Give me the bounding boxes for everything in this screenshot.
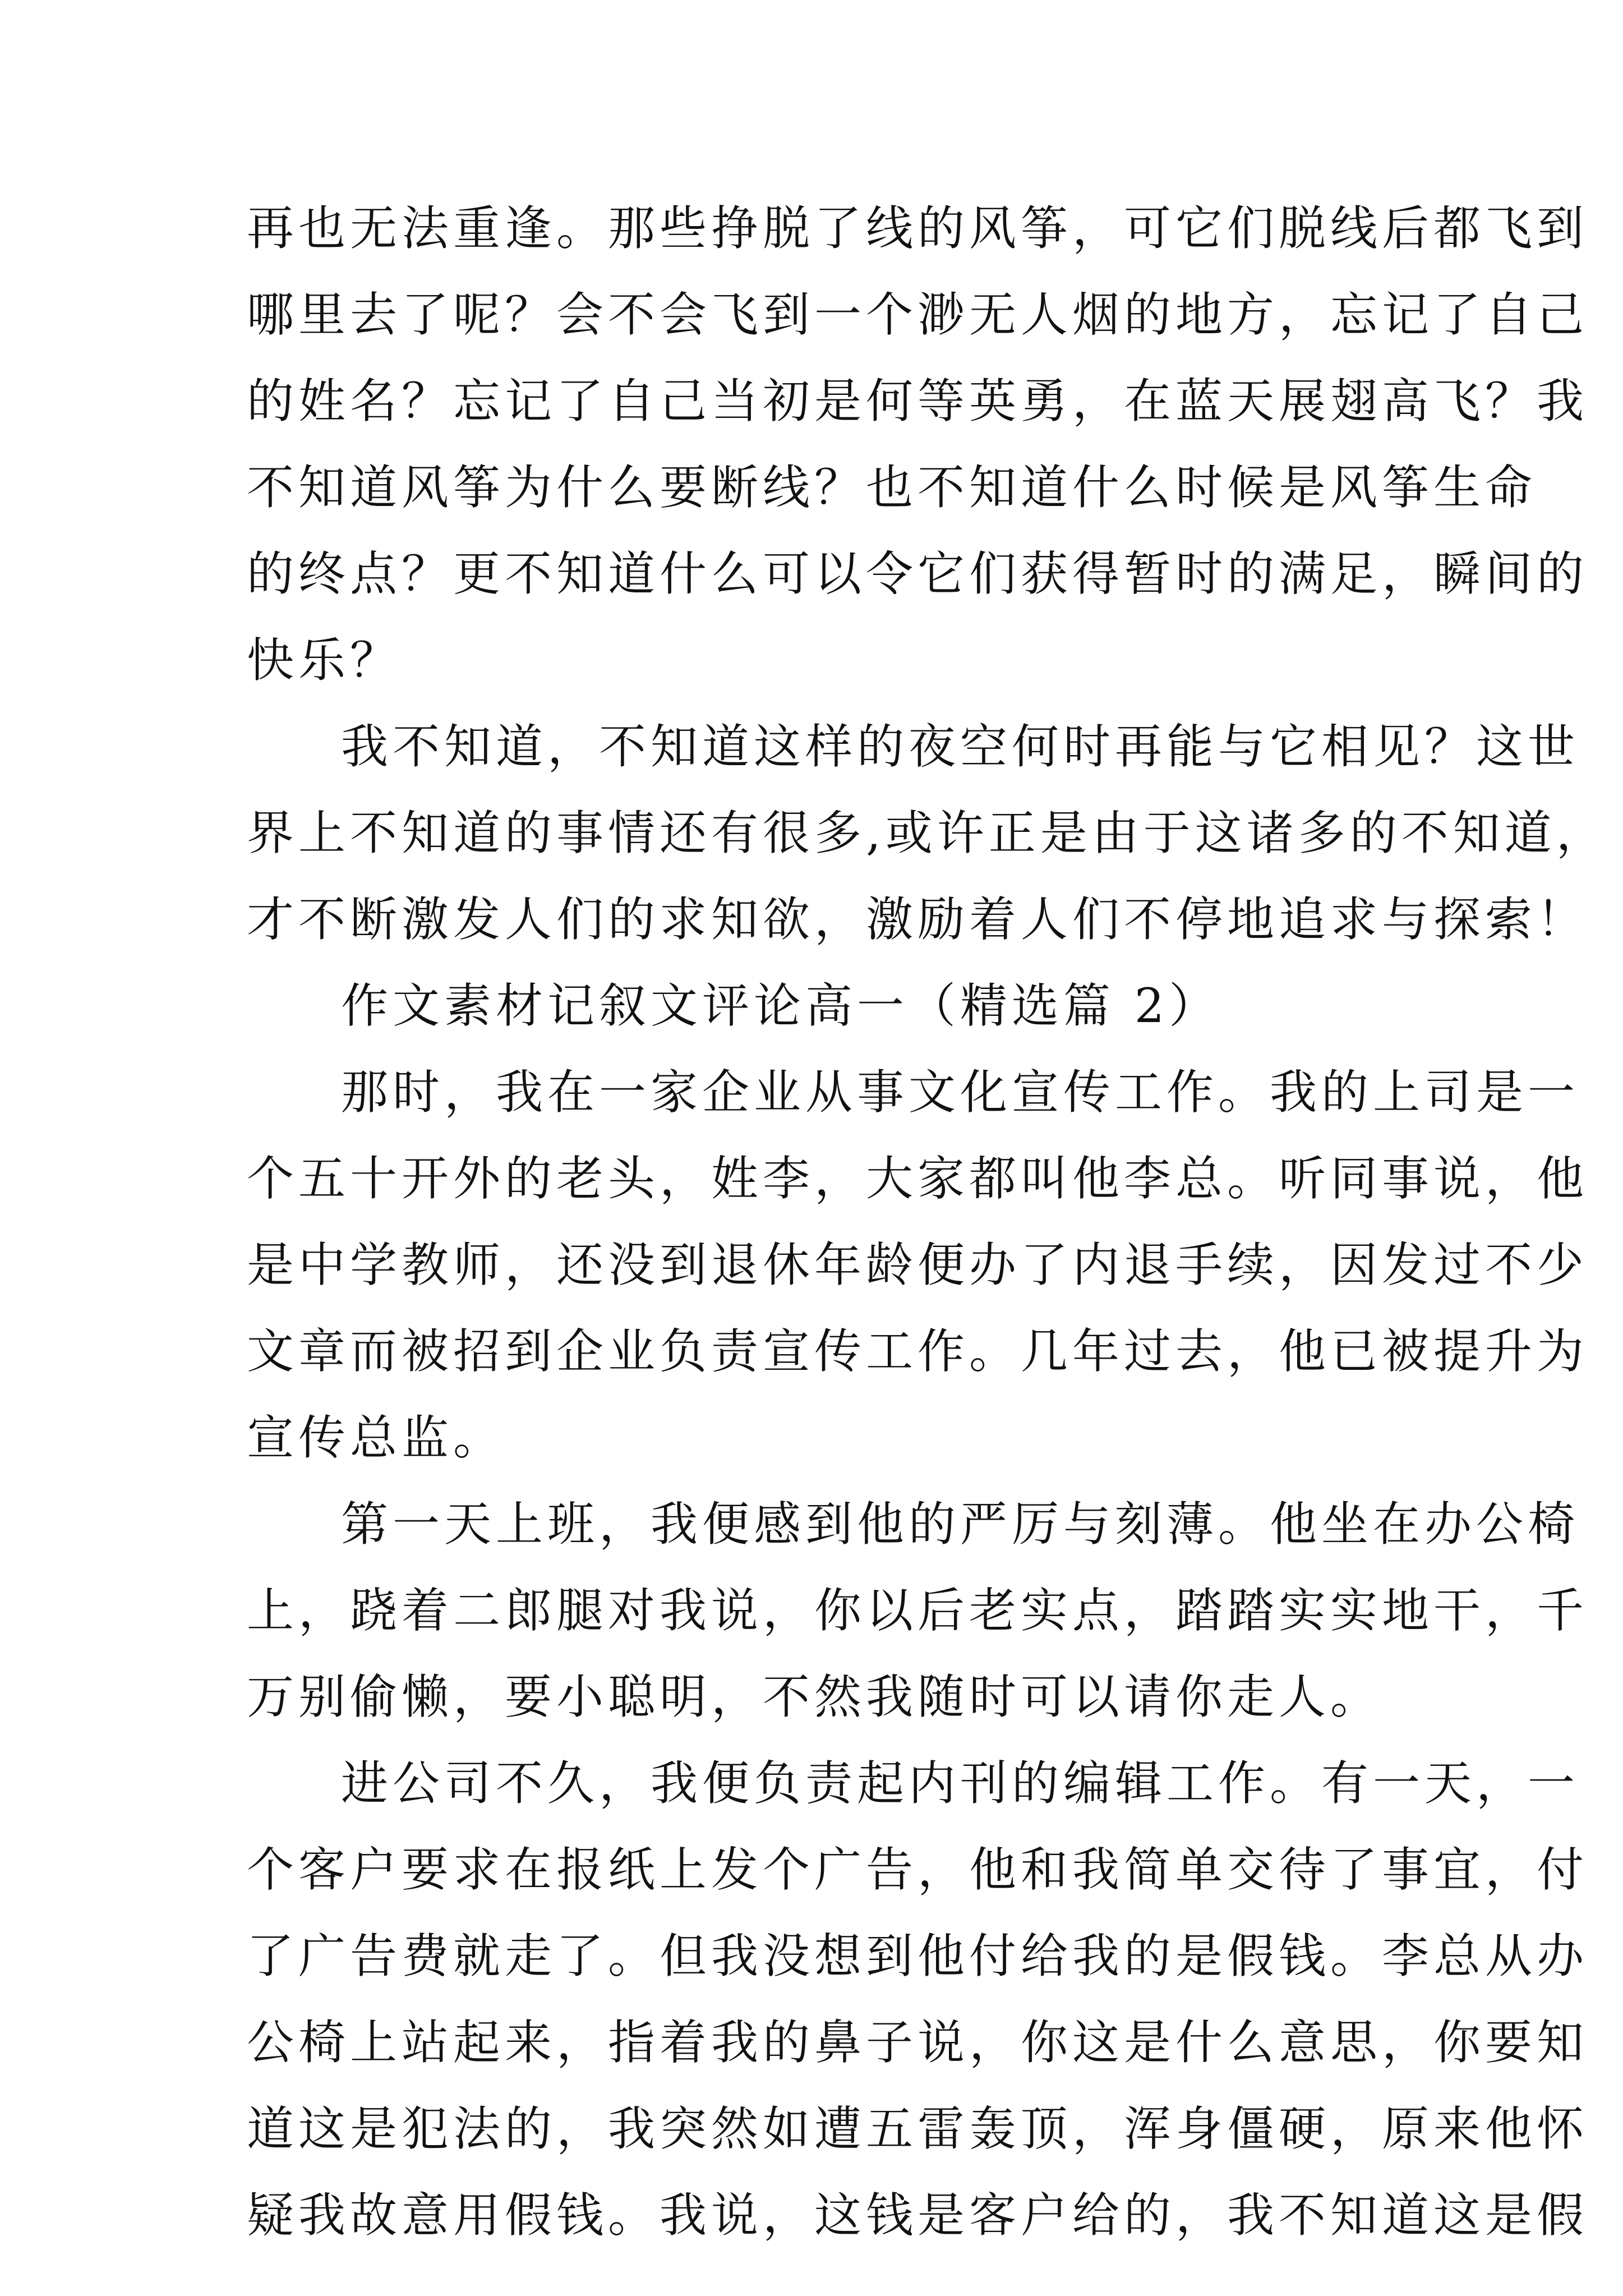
text-line: 道这是犯法的，我突然如遭五雷轰顶，浑身僵硬，原来他怀 [247, 2101, 1589, 2156]
text-line: 快乐？ [247, 633, 402, 688]
text-line: 哪里去了呢？会不会飞到一个渺无人烟的地方，忘记了自己 [247, 287, 1589, 342]
text-line: 个客户要求在报纸上发个广告，他和我简单交待了事宜，付 [247, 1842, 1589, 1897]
text-line: 个五十开外的老头，姓李，大家都叫他李总。听同事说，他 [247, 1151, 1589, 1206]
text-line: 了广告费就走了。但我没想到他付给我的是假钱。李总从办 [247, 1929, 1589, 1984]
text-line: 那时，我在一家企业从事文化宣传工作。我的上司是一 [341, 1065, 1580, 1120]
text-line: 上，跷着二郎腿对我说，你以后老实点，踏踏实实地干，千 [247, 1583, 1589, 1638]
text-line: 作文素材记叙文评论高一（精选篇 2） [341, 978, 1221, 1033]
text-line: 疑我故意用假钱。我说，这钱是客户给的，我不知道这是假 [247, 2188, 1589, 2243]
text-line: 再也无法重逢。那些挣脱了线的风筝，可它们脱线后都飞到 [247, 201, 1589, 256]
text-line: 万别偷懒，要小聪明，不然我随时可以请你走人。 [247, 1669, 1382, 1724]
text-line: 界上不知道的事情还有很多,或许正是由于这诸多的不知道， [247, 806, 1608, 861]
text-line: 的终点？更不知道什么可以令它们获得暂时的满足，瞬间的 [247, 546, 1589, 601]
text-line: 第一天上班，我便感到他的严厉与刻薄。他坐在办公椅 [341, 1497, 1580, 1552]
text-line: 我不知道，不知道这样的夜空何时再能与它相见？这世 [341, 719, 1580, 774]
text-line: 的姓名？忘记了自己当初是何等英勇，在蓝天展翅高飞？我 [247, 374, 1589, 429]
text-line: 文章而被招到企业负责宣传工作。几年过去，他已被提升为 [247, 1324, 1589, 1379]
text-line: 是中学教师，还没到退休年龄便办了内退手续，因发过不少 [247, 1237, 1589, 1292]
text-line: 公椅上站起来，指着我的鼻子说，你这是什么意思，你要知 [247, 2015, 1589, 2070]
text-line: 进公司不久，我便负责起内刊的编辑工作。有一天，一 [341, 1756, 1580, 1811]
text-line: 宣传总监。 [247, 1410, 505, 1465]
document-body [247, 185, 1608, 2258]
text-line: 不知道风筝为什么要断线？也不知道什么时候是风筝生命 [247, 460, 1537, 515]
text-line: 才不断激发人们的求知欲，激励着人们不停地追求与探索！ [247, 892, 1589, 947]
